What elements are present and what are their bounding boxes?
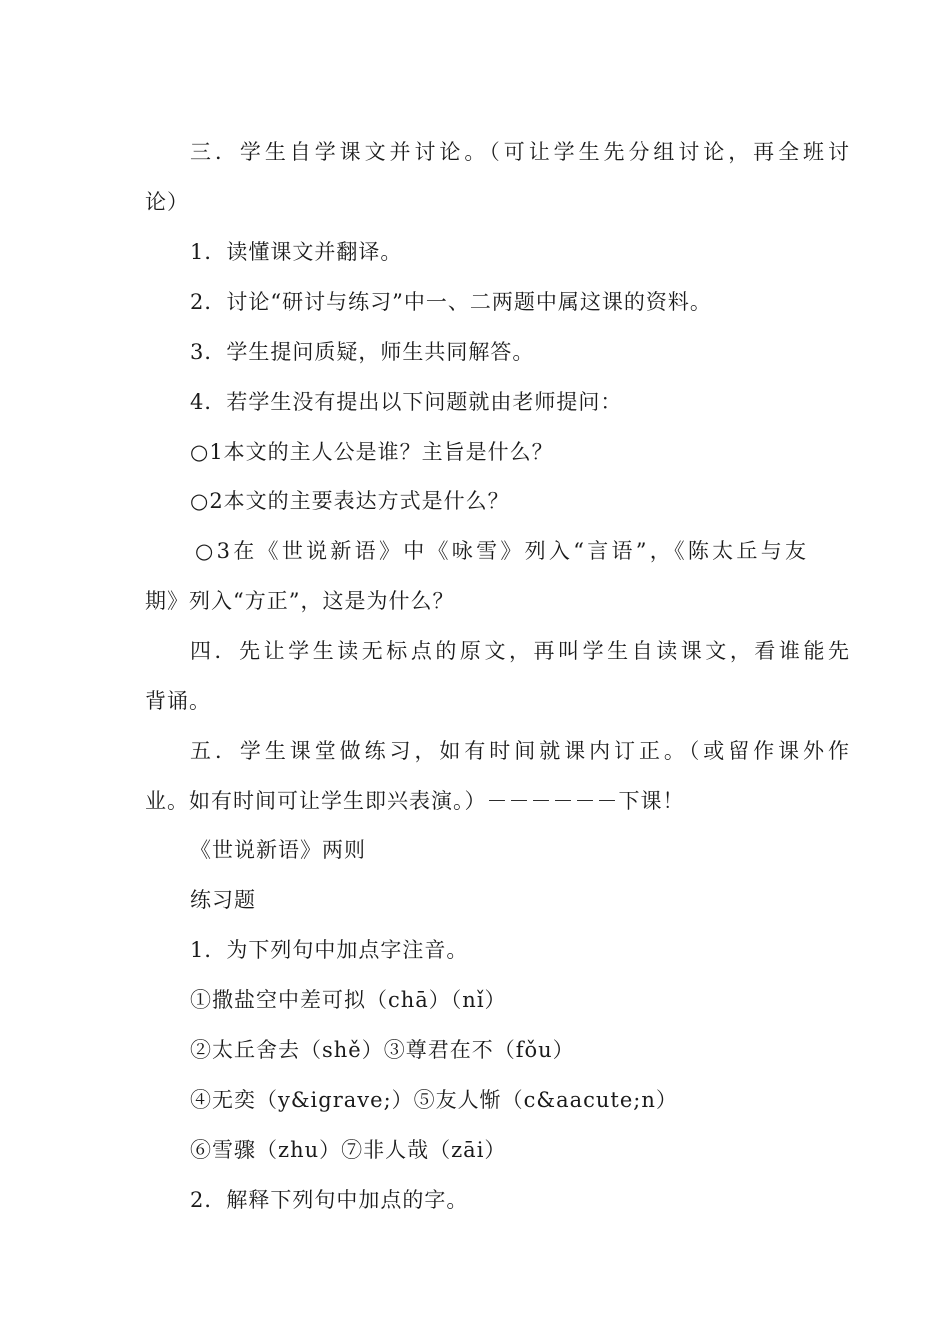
exercise-item: ⑥雪骤（zhu）⑦非人哉（zāi）	[190, 1138, 507, 1162]
exercise-question: 1．为下列句中加点字注音。	[190, 938, 469, 962]
paragraph-line: 1．读懂课文并翻译。	[190, 240, 403, 264]
exercise-question: 2．解释下列句中加点的字。	[190, 1188, 469, 1212]
paragraph-line: 3．学生提问质疑，师生共同解答。	[190, 340, 535, 364]
paragraph-line: 4．若学生没有提出以下问题就由老师提问：	[190, 390, 623, 414]
paragraph-line: 期》列入“方正”，这是为什么？	[145, 589, 455, 613]
paragraph-line: 2．讨论“研讨与练习”中一、二两题中属这课的资料。	[190, 290, 712, 314]
exercise-item: ④无奕（y&igrave;）⑤友人惭（c&aacute;n）	[190, 1088, 678, 1112]
section-title: 《世说新语》两则	[190, 838, 366, 862]
paragraph-line: 论）	[145, 190, 189, 214]
paragraph-line: 五．学生课堂做练习，如有时间就课内订正。（或留作课外作	[190, 739, 850, 763]
question-item: ○1本文的主人公是谁？主旨是什么？	[190, 440, 554, 464]
exercise-item: ①撒盐空中差可拟（chā）（nǐ）	[190, 988, 507, 1012]
exercise-item: ②太丘舍去（shě）③尊君在不（fǒu）	[190, 1038, 575, 1062]
question-item: ○3在《世说新语》中《咏雪》列入“言语”，《陈太丘与友	[195, 539, 807, 563]
paragraph-line: 三．学生自学课文并讨论。（可让学生先分组讨论，再全班讨	[190, 140, 850, 164]
paragraph-line: 四．先让学生读无标点的原文，再叫学生自读课文，看谁能先	[190, 639, 850, 663]
exercise-heading: 练习题	[190, 888, 256, 912]
paragraph-line: 业。如有时间可让学生即兴表演。）－－－－－－下课！	[145, 789, 685, 813]
paragraph-line: 背诵。	[145, 689, 211, 713]
question-item: ○2本文的主要表达方式是什么？	[190, 489, 510, 513]
